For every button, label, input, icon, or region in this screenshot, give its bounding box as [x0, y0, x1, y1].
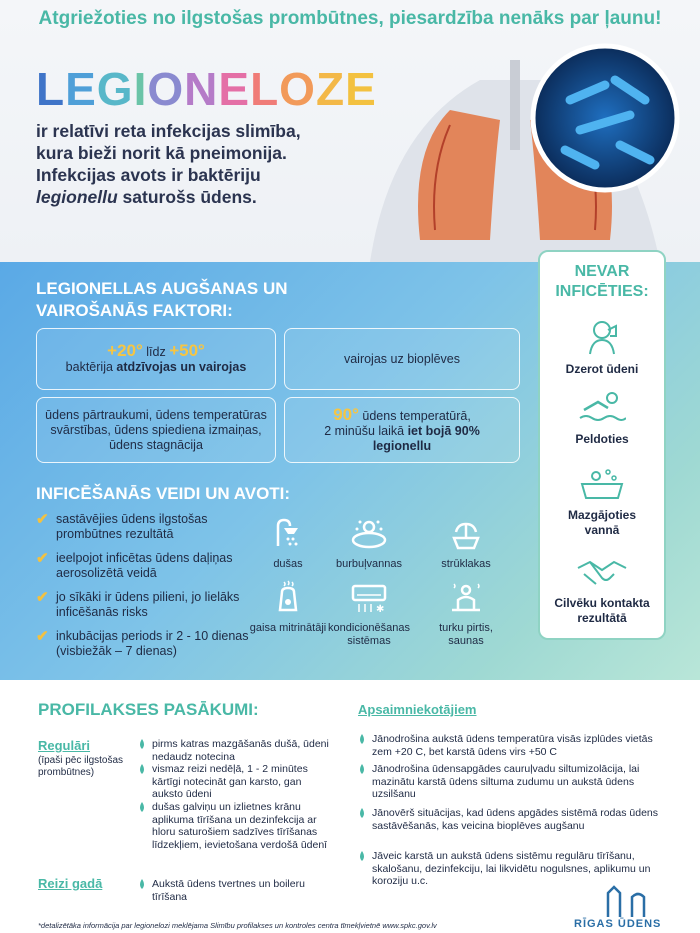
- hot-tub-icon: [349, 516, 389, 552]
- list-item: pirms katras mazgāšanās dušā, ūdeni nedaudz notecina: [152, 738, 332, 763]
- drinking-icon: [580, 314, 624, 358]
- no-infection-panel: [538, 250, 666, 640]
- source-shower: dušas: [243, 516, 333, 571]
- water-drop-icon: [358, 734, 366, 744]
- water-drop-icon: [138, 739, 146, 749]
- source-bubble-bath: burbuļvannas: [324, 516, 414, 571]
- list-item: Jānodrošina ūdensapgādes cauruļvadu siltumizolācija, lai mazinātu karstā ūdens siltuma zudumu un aukstā ūdens uzsilšanu: [372, 763, 672, 801]
- list-item: ✔ sastāvējies ūdens ilgstošas prombūtnes rezultātā: [36, 511, 208, 541]
- list-item: ✔ ieelpojot inficētas ūdens daļiņas aerosolizētā veidā: [36, 550, 233, 580]
- humidifier-icon: [270, 580, 306, 616]
- factor-kill-temperature: 90° ūdens temperatūrā, 2 minūšu laikā iet bojā 90% legionellu: [284, 397, 520, 463]
- swimming-icon: [578, 388, 626, 428]
- no-infection-swimming: Peldoties: [540, 388, 664, 447]
- svg-text:✱: ✱: [376, 604, 385, 615]
- sauna-icon: [448, 580, 484, 616]
- routes-title: INFICĒŠANĀS VEIDI UN AVOTI:: [36, 484, 291, 503]
- check-icon: ✔: [36, 628, 49, 645]
- managers-label: Apsaimniekotājiem: [358, 702, 477, 717]
- list-item: Aukstā ūdens tvertnes un boileru tīrīšana: [152, 878, 332, 903]
- factor-water-conditions: ūdens pārtraukumi, ūdens temperatūras svārstības, ūdens spiediena izmaiņas, ūdens stagnācija: [36, 397, 276, 463]
- handshake-icon: [576, 552, 628, 592]
- factors-title: LEGIONELLAS AUGŠANAS UN VAIROŠANĀS FAKTORI:: [36, 279, 288, 320]
- source-fountain: strūklakas: [421, 516, 511, 571]
- check-icon: ✔: [36, 511, 49, 528]
- source-air-conditioning: ✱ kondicionēšanas sistēmas: [324, 580, 414, 648]
- list-item: Jānodrošina aukstā ūdens temperatūra visās izplūdes vietās zem +20 C, bet karstā ūdens virs +50 C: [372, 733, 672, 758]
- brand-name: RĪGAS ŪDENS: [574, 918, 662, 930]
- tagline: Atgriežoties no ilgstošas prombūtnes, piesardzība nenāks par ļaunu!: [38, 8, 662, 29]
- air-conditioner-icon: [349, 580, 389, 616]
- water-drop-icon: [358, 764, 366, 774]
- water-drop-icon: [358, 808, 366, 818]
- list-item: vismaz reizi nedēļā, 1 - 2 minūtes kārtīgi notecināt gan karsto, gan auksto ūdeni: [152, 763, 332, 801]
- regular-label: Regulāri: [38, 738, 91, 753]
- regular-note: (īpaši pēc ilgstošas prombūtnes): [38, 755, 124, 778]
- routes-list: [36, 512, 256, 668]
- no-infection-title: NEVAR INFICĒTIES:: [555, 263, 649, 300]
- footnote: *detalizētāka informācija par legionelozi meklējama Slimību profilakses un kontroles centra tīmekļvietnē www.spkc.gov.lv: [38, 921, 437, 930]
- list-item: Jānovērš situācijas, kad ūdens apgādes sistēmā rodas ūdens sastāvēšanās, kas veicina bioplēves augšanu: [372, 807, 672, 832]
- bathtub-icon: [578, 464, 626, 504]
- check-icon: ✔: [36, 550, 49, 567]
- factor-temperature-growth: +20° līdz +50° baktērija atdzīvojas un vairojas: [36, 328, 276, 390]
- prevention-title: PROFILAKSES PASĀKUMI:: [38, 700, 259, 719]
- source-humidifier: gaisa mitrinātāji: [243, 580, 333, 635]
- shower-icon: [270, 516, 306, 552]
- water-drop-icon: [138, 879, 146, 889]
- water-drop-icon: [138, 764, 146, 774]
- list-item: dušas galviņu un izlietnes krānu aplikuma tīrīšana un dezinfekcija ar hloru saturošiem sadzīves tīrīšanas līdzekļiem, ievietošana verdošā ūdenī: [152, 801, 332, 851]
- lungs-illustration: [330, 40, 700, 262]
- water-drop-icon: [358, 851, 366, 861]
- fountain-icon: [448, 516, 484, 552]
- list-item: ✔ inkubācijas periods ir 2 - 10 dienas (visbiežāk – 7 dienas): [36, 628, 249, 658]
- factor-biofilm: vairojas uz bioplēves: [284, 328, 520, 390]
- list-item: ✔ jo sīkāki ir ūdens pilieni, jo lielāks inficēšanās risks: [36, 589, 240, 619]
- intro-text: ir relatīvi reta infekcijas slimība, kura bieži norit kā pneimonija. Infekcijas avots ir baktēriju legionellu saturošs ūdens.: [36, 121, 301, 207]
- water-drop-icon: [138, 802, 146, 812]
- source-sauna: turku pirtis, saunas: [421, 580, 511, 648]
- yearly-label: Reizi gadā: [38, 876, 103, 891]
- check-icon: ✔: [36, 589, 49, 606]
- no-infection-contact: Cilvēku kontakta rezultātā: [540, 552, 664, 626]
- no-infection-bathing: Mazgājoties vannā: [540, 464, 664, 538]
- page-title: LEGIONELOZE: [36, 63, 377, 115]
- list-item: Jāveic karstā un aukstā ūdens sistēmu regulāru tīrīšanu, skalošanu, dezinfekciju, lai likvidētu nogulsnes, aplikumu un koroziju u.c.: [372, 850, 672, 888]
- no-infection-drinking: Dzerot ūdeni: [540, 314, 664, 377]
